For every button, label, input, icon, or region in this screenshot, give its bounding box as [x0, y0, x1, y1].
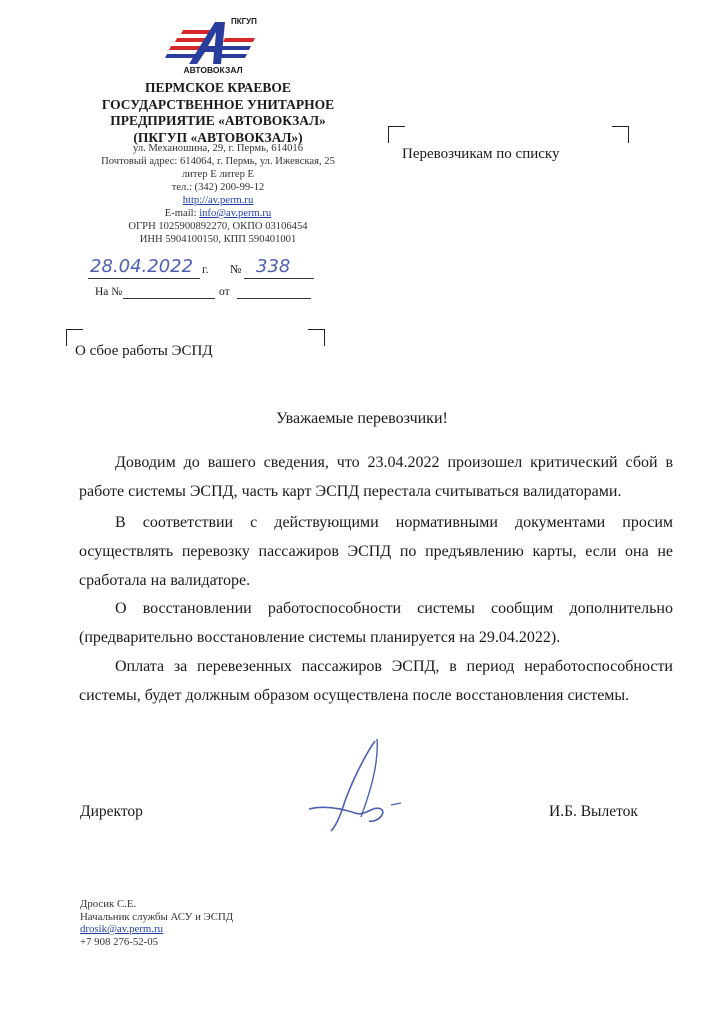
phone: тел.: (342) 200-99-12: [171, 182, 265, 193]
handwritten-number: 338: [256, 256, 291, 277]
signer-name: И.Б. Вылеток: [549, 803, 638, 820]
body-paragraph: О восстановлении работоспособности системы сообщим дополнительно (предварительно восстановление системы планируется на 29.04.2022).: [79, 600, 673, 646]
logo-top-text: ПКГУП: [231, 17, 257, 26]
executor-email-link[interactable]: drosik@av.perm.ru: [80, 923, 164, 935]
outgoing-reference: [88, 256, 318, 284]
org-name-line: ПЕРМСКОЕ КРАЕВОЕ: [145, 80, 291, 95]
in-reply-label: На №: [95, 286, 123, 298]
executor-position: Начальник службы АСУ и ЭСПД: [80, 910, 234, 923]
greeting: Уважаемые перевозчики!: [276, 410, 448, 427]
body-paragraph: Оплата за перевезенных пассажиров ЭСПД, в период неработоспособности системы, будет должным образом осуществлена после восстановления системы.: [79, 658, 673, 704]
inn-kpp: ИНН 5904100150, КПП 590401001: [139, 234, 297, 245]
number-label: №: [230, 262, 242, 276]
org-name-line: (ПКГУП «АВТОВОКЗАЛ»): [133, 129, 303, 145]
org-name-line: ПРЕДПРИЯТИЕ «АВТОВОКЗАЛ»: [110, 113, 326, 128]
subject-corner-right: [308, 329, 325, 346]
executor-info: [80, 898, 233, 948]
signer-title: Директор: [80, 803, 143, 820]
body-paragraph: В соответствии с действующими нормативными документами просим осуществлять перевозку пассажиров ЭСПД по предъявлению карты, если она не сработала на валидаторе.: [79, 514, 673, 589]
addressee-corner-right: [612, 126, 629, 143]
year-suffix: г.: [202, 262, 209, 276]
avtovokzal-logo: [163, 16, 263, 76]
from-label: от: [219, 286, 230, 298]
website-link[interactable]: http://av.perm.ru: [182, 195, 254, 206]
ogrn-okpo: ОГРН 1025900892270, ОКПО 03106454: [128, 221, 308, 232]
email-label: E-mail:: [164, 208, 200, 219]
logo-bottom-text: АВТОВОКЗАЛ: [183, 65, 243, 75]
subject: О сбое работы ЭСПД: [75, 343, 213, 359]
postal-address: Почтовый адрес: 614064, г. Пермь, ул. Ижевская, 25: [101, 156, 335, 167]
body-paragraph: Доводим до вашего сведения, что 23.04.2022 произошел критический сбой в работе системы ЭСПД, часть карт ЭСПД перестала считываться валидаторами.: [79, 454, 673, 500]
street-address: ул. Механошина, 29, г. Пермь, 614016: [132, 143, 304, 154]
executor-name: Дросик С.Е.: [80, 898, 137, 910]
executor-phone: +7 908 276-52-05: [80, 935, 159, 948]
addressee-corner-left: [388, 126, 405, 143]
contact-details: [60, 142, 376, 246]
handwritten-date: 28.04.2022: [90, 256, 194, 277]
organization-name: [60, 80, 376, 146]
email-link[interactable]: info@av.perm.ru: [199, 208, 272, 219]
handwritten-signature: [295, 735, 435, 840]
addressee: Перевозчикам по списку: [402, 146, 560, 162]
postal-address-liter: литер Е литер Е: [181, 169, 255, 180]
org-name-line: ГОСУДАРСТВЕННОЕ УНИТАРНОЕ: [101, 96, 335, 112]
incoming-reference: [95, 286, 325, 304]
